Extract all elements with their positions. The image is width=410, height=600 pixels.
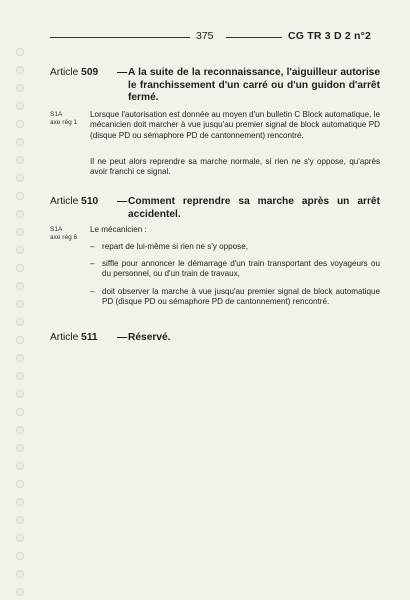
article-label: Article 511 <box>50 332 98 343</box>
article-509-reference: S1A axe rég 1 <box>50 111 78 126</box>
article-number: 511 <box>81 332 98 343</box>
binder-hole <box>16 264 24 272</box>
article-511-heading <box>50 332 380 346</box>
binder-hole <box>16 156 24 164</box>
binder-hole <box>16 426 24 434</box>
article-title: A la suite de la reconnaissance, l'aiguilleur autorise le franchissement d'un carré ou d'un guidon d'arrêt fermé. <box>128 67 380 103</box>
binder-hole <box>16 102 24 110</box>
article-510-reference: S1A axe rég 6 <box>50 226 78 241</box>
binder-hole <box>16 246 24 254</box>
article-title: Réservé. <box>128 332 171 343</box>
article-label: Article 510 <box>50 196 99 207</box>
page-number: 375 <box>196 30 214 42</box>
binder-hole <box>16 282 24 290</box>
binder-hole <box>16 552 24 560</box>
binder-hole <box>16 354 24 362</box>
binder-hole <box>16 516 24 524</box>
binder-hole <box>16 408 24 416</box>
article-510-intro: Le mécanicien : <box>90 225 147 234</box>
binder-hole <box>16 498 24 506</box>
article-509-paragraph-1: Lorsque l'autorisation est donnée au moyen d'un bulletin C Block automatique, le mécanicien doit marcher à vue jusqu'au premier signal de block automatique PD (disque PD ou sémaphore PD de cantonnement) rencontré. <box>90 110 380 140</box>
binder-hole <box>16 372 24 380</box>
binder-hole <box>16 480 24 488</box>
article-label: Article 509 <box>50 67 99 78</box>
binder-hole <box>16 138 24 146</box>
header-rule-right <box>226 37 282 38</box>
binder-hole <box>16 588 24 596</box>
binder-hole <box>16 48 24 56</box>
article-509-heading <box>50 67 380 109</box>
binder-hole <box>16 300 24 308</box>
article-dash: — <box>117 196 128 207</box>
binder-hole <box>16 570 24 578</box>
binder-hole <box>16 192 24 200</box>
article-510-heading <box>50 196 380 224</box>
article-number: 509 <box>81 67 99 78</box>
article-509-paragraph-2: Il ne peut alors reprendre sa marche normale, si rien ne s'y oppose, qu'après avoir franchi ce signal. <box>90 157 380 177</box>
binder-hole <box>16 228 24 236</box>
binder-hole <box>16 534 24 542</box>
binder-hole <box>16 390 24 398</box>
article-dash: — <box>117 332 128 343</box>
binder-hole <box>16 336 24 344</box>
article-number: 510 <box>81 196 99 207</box>
document-page: 375 CG TR 3 D 2 n°2 Article 509 — A la suite de la reconnaissance, l'aiguilleur autorise le franchissement d'un carré ou d'un guidon d'arrêt fermé. S1A axe rég 1 Lorsque l'autorisation est donnée au moyen d'un bulletin C Block automatique, le mécanicien doit marcher à vue jusqu'au premier signal de block automatique PD (disque PD ou sémaphore PD de cantonnement) rencontré. Il ne peut alors reprendre sa marche normale, si rien ne s'y oppose, qu'après avoir franchi ce signal. Article 510 — Comment reprendre sa marche après un arrêt accidentel. S1A axe rég 6 Le mécanicien : – repart de lui-même si rien ne s'y oppose, – siffle pour annoncer le démarrage d'un train transportant des voyageurs ou du personnel, ou d'un train de travaux, – doit observer la marche à vue jusqu'au premier signal de block automatique PD (disque PD ou sémaphore PD de cantonnement) rencontré. Article 511 — Réservé. <box>0 0 410 600</box>
binder-hole <box>16 462 24 470</box>
binder-hole <box>16 318 24 326</box>
header-rule-left <box>50 37 190 38</box>
binder-hole <box>16 174 24 182</box>
binder-hole <box>16 66 24 74</box>
article-dash: — <box>117 67 128 78</box>
binder-hole <box>16 120 24 128</box>
document-reference: CG TR 3 D 2 n°2 <box>288 30 372 42</box>
binder-hole <box>16 84 24 92</box>
binder-hole <box>16 210 24 218</box>
binder-hole <box>16 444 24 452</box>
article-title: Comment reprendre sa marche après un arrêt accidentel. <box>128 196 380 220</box>
binder-holes <box>16 0 26 600</box>
